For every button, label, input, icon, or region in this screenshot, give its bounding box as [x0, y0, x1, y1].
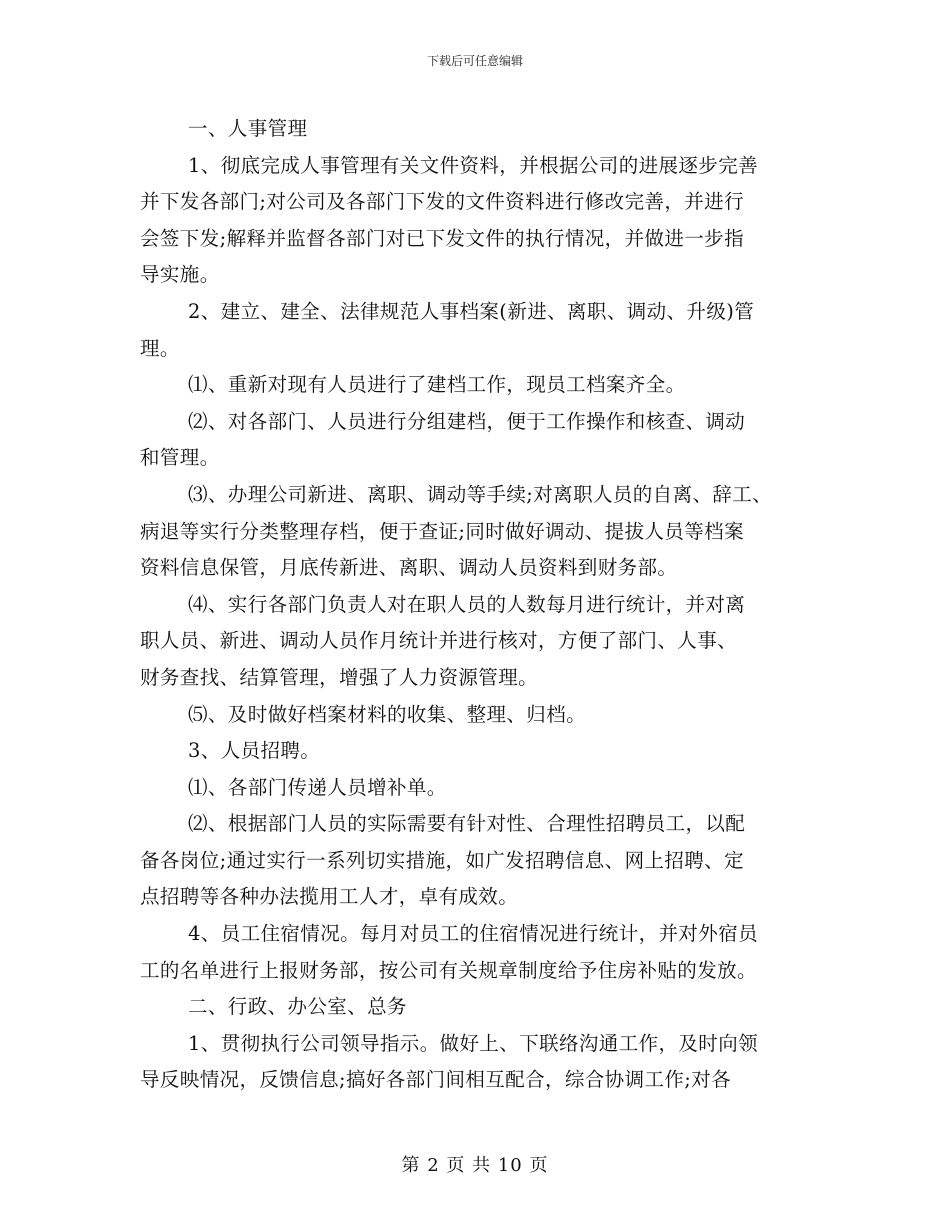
paragraph-line: 职人员、新进、调动人员作月统计并进行核对，方便了部门、人事、	[140, 629, 738, 653]
paragraph-line: 并下发各部门;对公司及各部门下发的文件资料进行修改完善，并进行	[140, 190, 744, 214]
paragraph-line: ⑵、对各部门、人员进行分组建档，便于工作操作和核查、调动	[188, 409, 746, 433]
paragraph-line: 理。	[140, 336, 180, 360]
paragraph-line: ⑵、根据部门人员的实际需要有针对性、合理性招聘员工，以配	[188, 812, 746, 836]
paragraph-line: 和管理。	[140, 446, 220, 470]
download-note: 下载后可任意编辑	[426, 54, 523, 68]
paragraph-line: 点招聘等各种办法揽用工人才，卓有成效。	[140, 885, 519, 909]
paragraph-line: ⑸、及时做好档案材料的收集、整理、归档。	[188, 702, 587, 726]
paragraph-line: 2、建立、建全、法律规范人事档案(新进、离职、调动、升级)管	[188, 299, 755, 323]
paragraph-line: ⑴、重新对现有人员进行了建档工作，现员工档案齐全。	[188, 373, 686, 397]
paragraph-line: 1、贯彻执行公司领导指示。做好上、下联络沟通工作，及时向领	[188, 1031, 759, 1055]
paragraph-line: 4、员工住宿情况。每月对员工的住宿情况进行统计，并对外宿员	[188, 922, 759, 946]
paragraph-line: 导实施。	[140, 263, 220, 287]
paragraph-line: ⑷、实行各部门负责人对在职人员的人数每月进行统计，并对离	[188, 592, 746, 616]
section-heading: 一、人事管理	[188, 117, 308, 140]
paragraph-line: 3、人员招聘。	[188, 739, 321, 763]
page-number: 第 2 页 共 10 页	[401, 1155, 549, 1176]
paragraph-line: 会签下发;解释并监督各部门对已下发文件的执行情况，并做进一步指	[140, 226, 744, 250]
paragraph-line: ⑴、各部门传递人员增补单。	[188, 775, 447, 799]
paragraph-line: 工的名单进行上报财务部，按公司有关规章制度给予住房补贴的发放。	[140, 958, 757, 982]
paragraph-line: 财务查找、结算管理，增强了人力资源管理。	[140, 665, 539, 689]
section-heading: 二、行政、办公室、总务	[188, 995, 407, 1019]
paragraph-line: 导反映情况，反馈信息;搞好各部门间相互配合，综合协调工作;对各	[140, 1068, 732, 1092]
paragraph-line: 1、彻底完成人事管理有关文件资料，并根据公司的进展逐步完善	[188, 153, 759, 177]
paragraph-line: 资料信息保管，月底传新进、离职、调动人员资料到财务部。	[140, 556, 678, 580]
paragraph-line: 备各岗位;通过实行一系列切实措施，如广发招聘信息、网上招聘、定	[140, 848, 744, 872]
paragraph-line: 病退等实行分类整理存档，便于查证;同时做好调动、提拔人员等档案	[140, 519, 744, 543]
document-body	[140, 111, 820, 1099]
paragraph-line: ⑶、办理公司新进、离职、调动等手续;对离职人员的自离、辞工、	[188, 482, 773, 506]
